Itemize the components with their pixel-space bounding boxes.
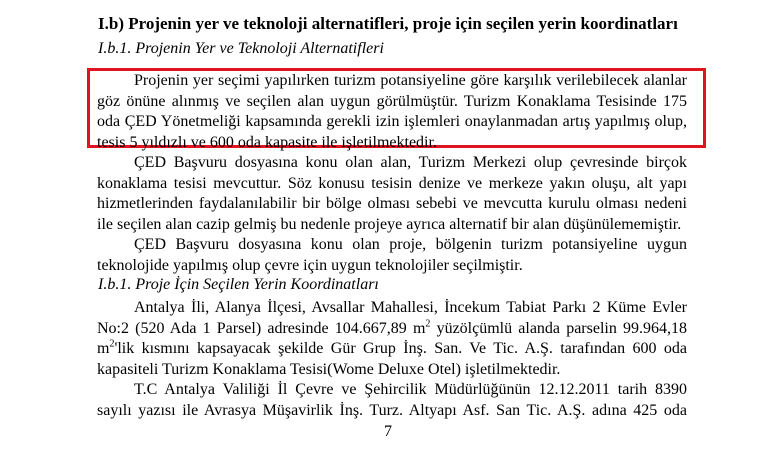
paragraph-address: [97, 298, 687, 380]
paragraph-line: Projenin yer seçimi yapılırken turizm potansiyeline göre karşılık verilebilecek alanlar: [134, 72, 687, 89]
paragraph-line: ÇED Başvuru dosyasına konu olan proje, bölgenin turizm potansiyeline uygun: [134, 236, 687, 253]
superscript: 2: [109, 338, 115, 350]
paragraph-line: göz önüne alınmış ve seçilen alan uygun görülmüştür. Turizm Konaklama Tesisinde 175: [97, 92, 687, 110]
subsection-title-coordinates: I.b.1. Proje İçin Seçilen Yerin Koordinatları: [98, 276, 379, 293]
paragraph-line: T.C Antalya Valiliği İl Çevre ve Şehircilik Müdürlüğünün 12.12.2011 tarih 8390: [134, 381, 687, 398]
superscript: 2: [425, 318, 431, 330]
paragraph-line: kapasiteli Turizm Konaklama Tesisi(Wome Deluxe Otel) işletilmektedir.: [97, 360, 561, 378]
paragraph-line: ÇED Başvuru dosyasına konu olan alan, Turizm Merkezi olup çevresinde birçok: [134, 154, 687, 171]
line-text: yüzölçümlü alanda parselin 99.964,18: [430, 319, 688, 337]
paragraph-line: [97, 319, 687, 340]
line-text: m: [97, 340, 110, 357]
paragraph-line: oda ÇED Yönetmeliği kapsamında gerekli izin işlemleri onaylanmadan artış yapılmış olup,: [97, 113, 687, 130]
paragraph-line: [97, 339, 687, 360]
paragraph-technology: [97, 235, 687, 276]
paragraph-governorship-letter: [97, 380, 687, 421]
paragraph-line: konaklama tesisi mevcuttur. Söz konusu tesisin denize ve merkeze yakın oluşu, alt yapı: [97, 174, 687, 192]
paragraph-line: hizmetlerinden faydalanılabilir bir bölge olması sebebi ve mevcutta kurulu olması nedeni: [97, 195, 687, 212]
line-text: No:2 (520 Ada 1 Parsel) adresinde 104.667,89 m: [97, 319, 426, 337]
line-text: 'lik kısmını kapsayacak şekilde Gür Grup İnş. San. Ve Tic. A.Ş. tarafından 600 oda: [114, 340, 687, 357]
paragraph-line: teknolojide yapılmış olup çevre için uygun teknolojiler seçilmiştir.: [97, 256, 523, 274]
paragraph-line: tesis 5 yıldızlı ve 600 oda kapasite ile işletilmektedir.: [97, 133, 437, 151]
paragraph-location-selection: [97, 71, 687, 153]
section-heading: I.b) Projenin yer ve teknoloji alternatifleri, proje için seçilen yerin koordinatları: [98, 14, 678, 33]
page-number: 7: [384, 423, 392, 440]
paragraph-line: sayılı yazısı ile Avrasya Müşavirlik İnş. Turz. Altyapı Asf. San Tic. A.Ş. adına 425 oda: [97, 401, 687, 419]
paragraph-tourism-center: [97, 153, 687, 235]
paragraph-line: ile seçilen alan cazip gelmiş bu nedenle projeye ayrıca alternatif bir alan düşünülememiştir.: [97, 215, 682, 233]
subsection-title-alternatives: I.b.1. Projenin Yer ve Teknoloji Alternatifleri: [98, 40, 384, 57]
paragraph-line: Antalya İli, Alanya İlçesi, Avsallar Mahallesi, İncekum Tabiat Parkı 2 Küme Evler: [134, 299, 687, 316]
